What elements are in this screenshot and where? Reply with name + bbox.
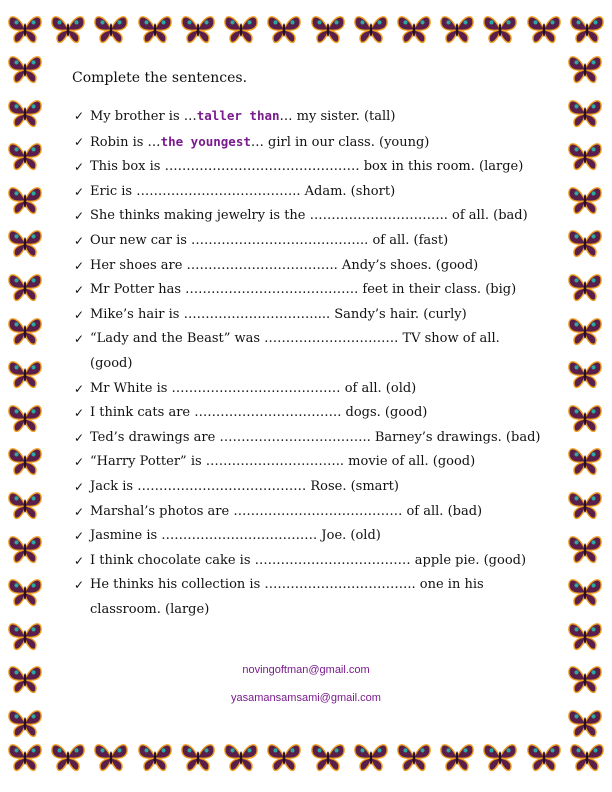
sentence-item [74,475,544,500]
sentence-item [74,377,544,402]
border-bottom [6,740,606,780]
butterfly-icon [566,314,604,348]
sentence-text-after: … my sister. (tall) [279,109,396,124]
email-2: yasamansamsami@gmail.com [231,692,381,704]
butterfly-icon [6,270,44,304]
butterfly-icon [136,12,174,46]
check-icon: ✓ [74,406,85,421]
butterfly-icon [566,96,604,130]
sentence-item [74,130,544,156]
sentence-text: I think cats are ……………………………. dogs. (good) [90,405,428,421]
sentence-item [74,104,544,130]
sentence-text: Ted’s drawings are …………………………….. Barney’s drawings. (bad) [90,429,541,445]
sentence-text: Jasmine is ……………………………… Joe. (old) [90,528,381,544]
butterfly-icon [222,740,260,774]
sentence-answer: the youngest [160,133,251,149]
butterfly-icon [6,444,44,478]
check-icon: ✓ [74,430,85,445]
sentence-text: Her shoes are …………………………….. Andy’s shoes. (good) [90,257,479,273]
check-icon: ✓ [74,160,85,175]
butterfly-icon [566,226,604,260]
butterfly-icon [566,575,604,609]
butterfly-icon [309,12,347,46]
butterfly-icon [6,532,44,566]
butterfly-icon [6,740,44,774]
sentence-text: My brother is … [90,109,197,124]
butterfly-icon [92,740,130,774]
butterfly-icon [568,12,606,46]
sentence-text: “Lady and the Beast” was …………………………. TV show of all. (good) [90,331,500,371]
butterfly-icon [566,52,604,86]
butterfly-icon [6,706,44,740]
sentence-item [74,155,544,180]
check-icon: ✓ [74,307,85,322]
butterfly-icon [566,706,604,740]
sentence-text: Marshal’s photos are ………………………………… of all. (bad) [90,503,483,519]
butterfly-icon [6,183,44,217]
sentence-item [74,278,544,303]
sentence-item [74,573,544,622]
sentence-item [74,204,544,229]
butterfly-icon [309,740,347,774]
butterfly-icon [6,401,44,435]
butterfly-icon [352,12,390,46]
butterfly-icon [438,12,476,46]
check-icon: ✓ [74,553,85,568]
border-top [6,12,606,52]
sentence-text: Mr White is ………………………………… of all. (old) [90,380,417,396]
sentence-item [74,426,544,451]
butterfly-icon [566,619,604,653]
sentence-text: This box is ……………………………………… box in this room. (large) [90,159,524,175]
check-icon: ✓ [74,381,85,396]
check-icon: ✓ [74,479,85,494]
butterfly-icon [568,740,606,774]
sentence-text-after: … girl in our class. (young) [250,134,430,150]
check-icon: ✓ [74,109,85,123]
butterfly-icon [265,12,303,46]
check-icon: ✓ [74,134,85,149]
check-icon: ✓ [74,529,85,544]
butterfly-icon [525,740,563,774]
sentence-item [74,254,544,279]
check-icon: ✓ [74,209,85,224]
sentence-text: Eric is ……………………………….. Adam. (short) [90,183,396,199]
butterfly-icon [6,357,44,391]
butterfly-icon [352,740,390,774]
sentence-item [74,229,544,254]
check-icon: ✓ [74,283,85,298]
butterfly-icon [6,619,44,653]
sentence-text: Our new car is ………………………………….. of all. (fast) [90,232,449,248]
sentence-item [74,500,544,525]
butterfly-icon [6,314,44,348]
butterfly-icon [6,139,44,173]
butterfly-icon [6,488,44,522]
sentence-item [74,524,544,549]
butterfly-icon [566,532,604,566]
butterfly-icon [566,139,604,173]
page-title: Complete the sentences. [72,70,248,86]
check-icon: ✓ [74,332,85,347]
sentence-item [74,401,544,426]
butterfly-icon [566,444,604,478]
check-icon: ✓ [74,258,85,273]
butterfly-icon [6,226,44,260]
sentence-text: “Harry Potter” is ………………………….. movie of all. (good) [90,454,476,470]
border-left [6,52,46,740]
butterfly-icon [136,740,174,774]
sentence-text: Mike’s hair is ………………………….... Sandy’s hair. (curly) [90,306,467,322]
butterfly-icon [566,401,604,435]
butterfly-icon [6,12,44,46]
email-1: novingoftman@gmail.com [242,664,370,676]
sentence-list [74,104,544,622]
sentence-text: Mr Potter has …………………………………. feet in their class. (big) [90,282,517,298]
sentence-item [74,180,544,205]
sentence-text: Jack is ………………………………… Rose. (smart) [90,478,399,494]
butterfly-icon [6,575,44,609]
butterfly-icon [6,96,44,130]
butterfly-icon [525,12,563,46]
butterfly-icon [395,740,433,774]
check-icon: ✓ [74,233,85,248]
sentence-item [74,549,544,574]
border-right [566,52,606,740]
butterfly-icon [566,357,604,391]
butterfly-icon [92,12,130,46]
sentence-text: I think chocolate cake is ……………………………… apple pie. (good) [90,552,527,568]
butterfly-icon [222,12,260,46]
butterfly-icon [566,183,604,217]
butterfly-icon [49,12,87,46]
butterfly-icon [6,52,44,86]
butterfly-icon [395,12,433,46]
check-icon: ✓ [74,184,85,199]
sentence-item [74,450,544,475]
sentence-text: Robin is … [90,134,161,150]
butterfly-icon [49,740,87,774]
butterfly-icon [265,740,303,774]
butterfly-icon [179,12,217,46]
sentence-answer: taller than [196,108,280,123]
butterfly-icon [481,12,519,46]
butterfly-icon [179,740,217,774]
sentence-text: She thinks making jewelry is the ………………………….. of all. (bad) [90,208,528,224]
sentence-text: He thinks his collection is …………………………….. one in his classroom. (large) [90,577,484,617]
butterfly-icon [438,740,476,774]
butterfly-icon [481,740,519,774]
check-icon: ✓ [74,578,85,593]
butterfly-icon [566,270,604,304]
check-icon: ✓ [74,504,85,519]
sentence-item [74,327,544,376]
butterfly-icon [566,488,604,522]
sentence-item [74,303,544,328]
check-icon: ✓ [74,455,85,470]
